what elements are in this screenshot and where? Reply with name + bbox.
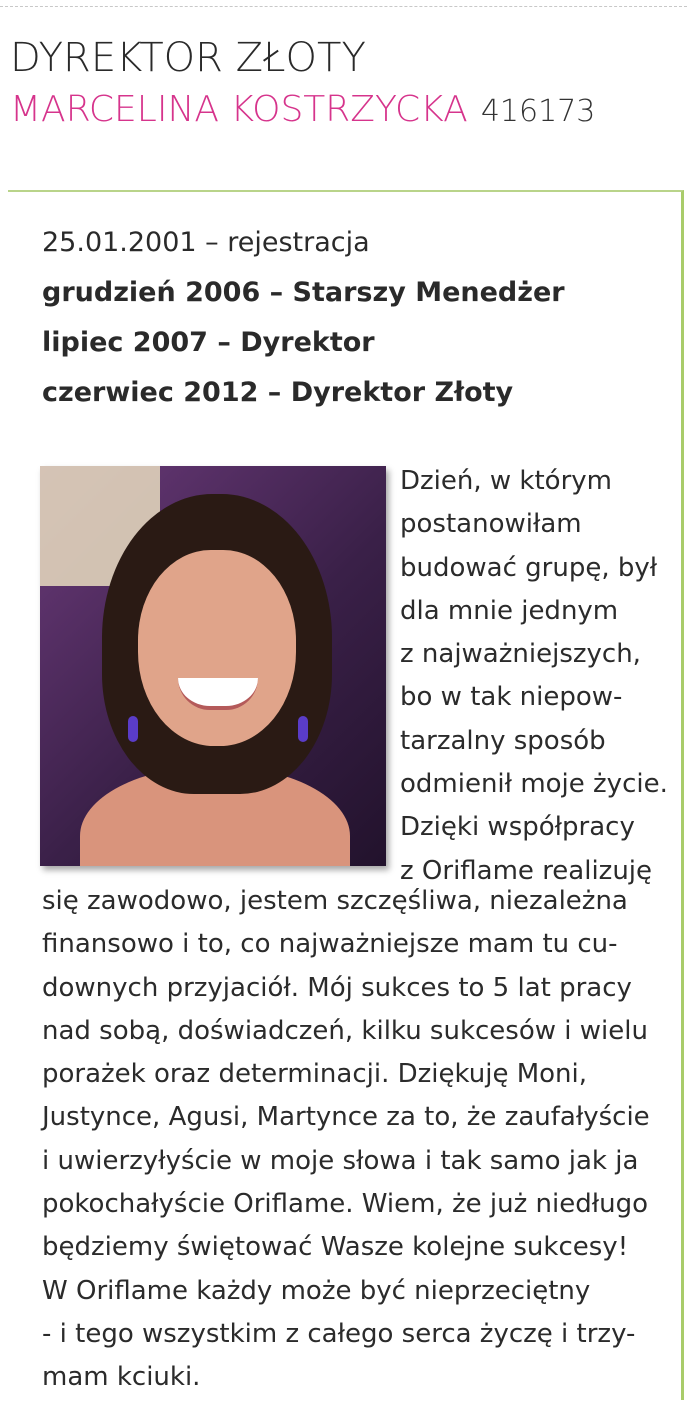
body-text-line: - i tego wszystkim z całego serca życzę i trzy- [42, 1318, 636, 1349]
body-text-line: finansowo i to, co najważniejsze mam tu cu- [42, 929, 618, 960]
body-text-line: Justynce, Agusi, Martynce za to, że zaufałyście [42, 1102, 650, 1133]
person-id-number: 416173 [480, 94, 596, 129]
profile-header [10, 34, 680, 140]
profile-card [8, 190, 684, 1400]
body-text-line: budować grupę, był [400, 552, 658, 583]
photo-face [138, 550, 296, 746]
earring-icon [298, 716, 308, 742]
name-line [10, 86, 680, 140]
body-text-line: mam kciuki. [42, 1362, 201, 1393]
career-timeline [42, 218, 662, 418]
person-name: MARCELINA KOSTRZYCKA [10, 89, 468, 130]
timeline-entry: 25.01.2001 – rejestracja [42, 227, 370, 258]
timeline-entry: lipiec 2007 – Dyrektor [42, 327, 375, 358]
body-text-line: odmienił moje życie. [400, 769, 668, 800]
body-text-line: Dzięki współpracy [400, 812, 635, 843]
body-text-line: nad sobą, doświadczeń, kilku sukcesów i wielu [42, 1015, 648, 1046]
body-text-line: dla mnie jednym [400, 595, 619, 626]
rank-title: DYREKTOR ZŁOTY [10, 35, 366, 81]
timeline-entry: czerwiec 2012 – Dyrektor Złoty [42, 377, 514, 408]
body-text-line: postanowiłam [400, 509, 582, 540]
body-text-line: z Oriflame realizuję [400, 855, 653, 886]
body-text-line: downych przyjaciół. Mój sukces to 5 lat pracy [42, 972, 632, 1003]
body-text-line: Dzień, w którym [400, 466, 612, 496]
body-text-line: pokochałyście Oriflame. Wiem, że już niedługo [42, 1189, 649, 1220]
timeline-entry: grudzień 2006 – Starszy Menedżer [42, 277, 565, 308]
body-text-line: z najważniejszych, [400, 639, 641, 670]
body-text-full-width [42, 880, 682, 1400]
body-text-line: porażek oraz determinacji. Dziękuję Moni, [42, 1059, 588, 1090]
body-text-beside-photo [400, 460, 687, 893]
body-text-line: W Oriflame każdy może być nieprzeciętny [42, 1275, 591, 1306]
body-text-line: tarzalny sposób [400, 725, 606, 756]
body-text-line: i uwierzyłyście w moje słowa i tak samo jak ja [42, 1145, 639, 1176]
earring-icon [128, 716, 138, 742]
body-text-line: bo w tak niepow- [400, 682, 623, 713]
body-text-line: będziemy świętować Wasze kolejne sukcesy! [42, 1232, 629, 1263]
top-dashed-divider [0, 6, 687, 7]
portrait-photo [40, 466, 386, 866]
body-text-line: się zawodowo, jestem szczęśliwa, niezależna [42, 886, 628, 916]
